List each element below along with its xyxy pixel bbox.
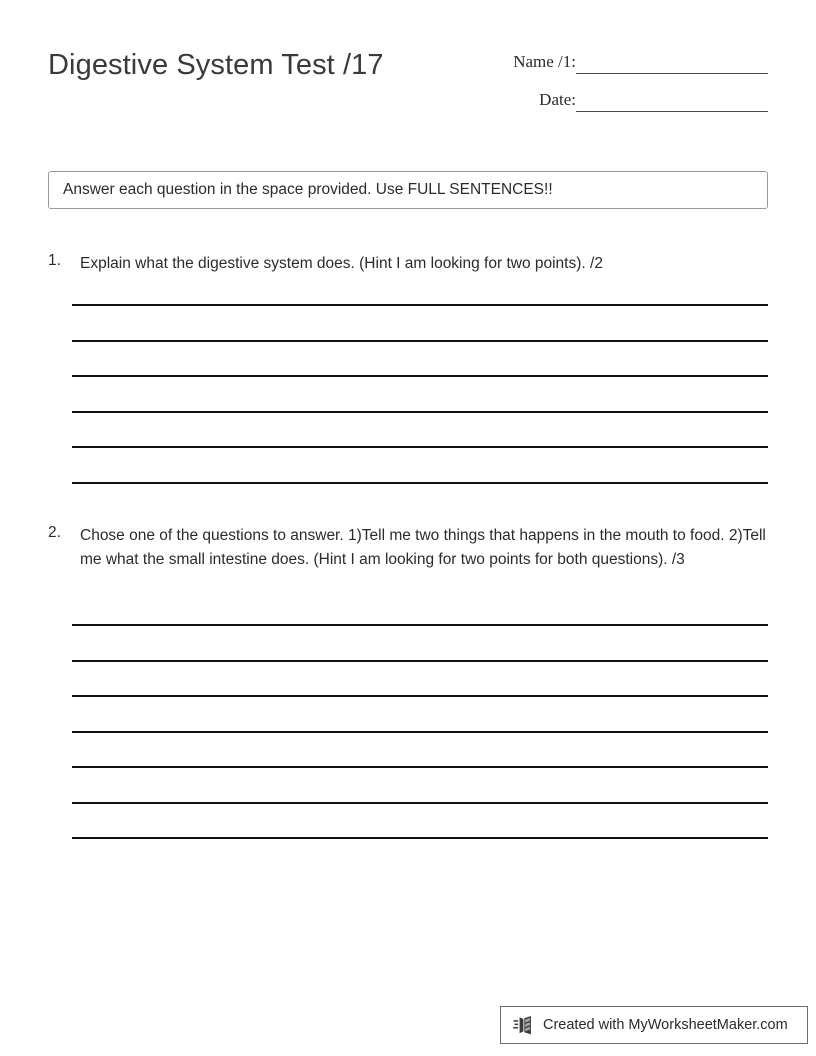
question-text-2: Chose one of the questions to answer. 1)Tell me two things that happens in the mouth to food. 2)Tell me what the small intestine does. (Hint I am looking for two points for both questions). /3 <box>80 527 766 568</box>
answer-line[interactable] <box>72 375 768 377</box>
answer-lines-question-1[interactable] <box>72 304 768 484</box>
question-item-2 <box>48 524 768 572</box>
answer-line[interactable] <box>72 660 768 662</box>
answer-line[interactable] <box>72 304 768 306</box>
name-field-row <box>498 50 768 88</box>
answer-line[interactable] <box>72 411 768 413</box>
answer-line[interactable] <box>72 766 768 768</box>
instruction-text: Answer each question in the space provided. Use FULL SENTENCES!! <box>63 181 553 198</box>
question-text-1: Explain what the digestive system does. (Hint I am looking for two points). /2 <box>80 255 603 272</box>
myworksheetmaker-logo-icon <box>513 1014 535 1036</box>
answer-line[interactable] <box>72 340 768 342</box>
question-number-1: 1. <box>48 252 61 269</box>
answer-line[interactable] <box>72 695 768 697</box>
answer-line[interactable] <box>72 837 768 839</box>
page-title: Digestive System Test /17 <box>48 49 384 81</box>
answer-line[interactable] <box>72 731 768 733</box>
date-field-rule[interactable] <box>576 111 768 112</box>
date-field-row <box>498 88 768 126</box>
answer-line[interactable] <box>72 482 768 484</box>
answer-line[interactable] <box>72 624 768 626</box>
date-field-label: Date: <box>539 90 576 109</box>
footer-attribution-badge[interactable] <box>500 1006 808 1044</box>
answer-line[interactable] <box>72 802 768 804</box>
instruction-box <box>48 171 768 209</box>
name-field-label: Name /1: <box>513 52 576 71</box>
name-field-rule[interactable] <box>576 73 768 74</box>
worksheet-header <box>48 44 768 134</box>
question-item-1 <box>48 252 768 276</box>
answer-line[interactable] <box>72 446 768 448</box>
question-number-2: 2. <box>48 524 61 541</box>
answer-lines-question-2[interactable] <box>72 624 768 839</box>
student-info-block <box>498 50 768 126</box>
footer-attribution-text: Created with MyWorksheetMaker.com <box>543 1017 788 1033</box>
